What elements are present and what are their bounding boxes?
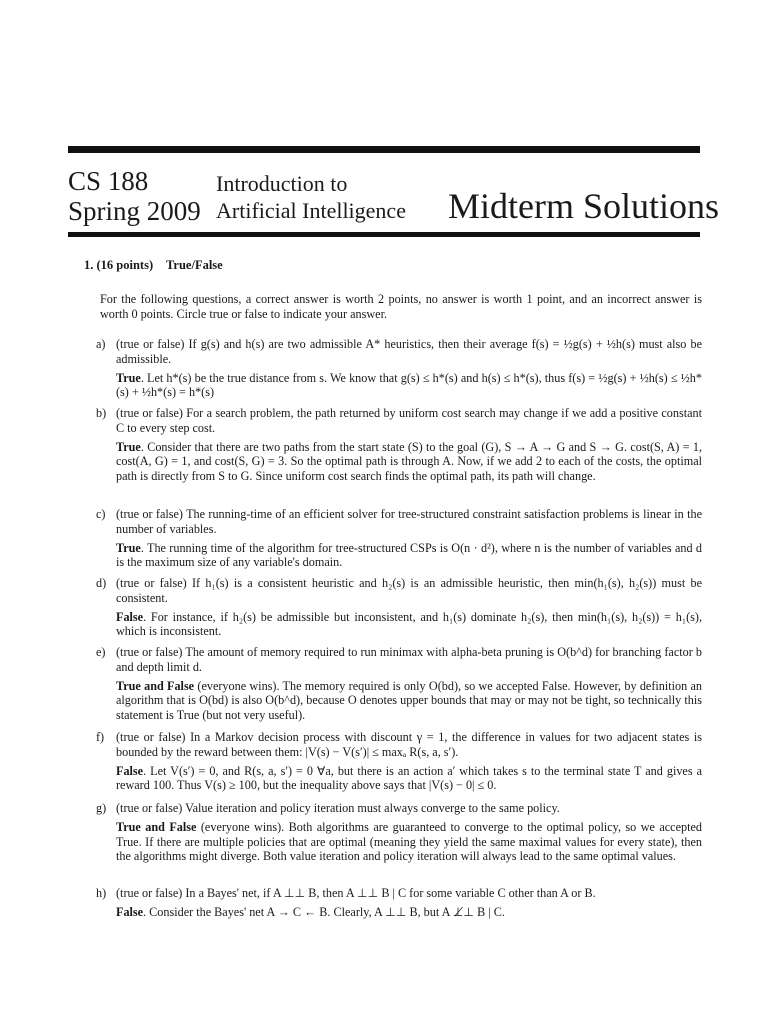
answer-explanation: . Let h*(s) be the true distance from s. We know that g(s) ≤ h*(s) and h(s) ≤ h*(s), thus f(s) = ½g(s) + ½h(s) ≤ ½h*(s) + ½h*(s) = h*(s) (116, 370, 702, 400)
item-c (96, 507, 702, 570)
answer-verdict: False (116, 904, 144, 919)
answer-explanation: . Let V(s′) = 0, and R(s, a, s′) = 0 ∀a, but there is an action a′ which takes s to the terminal state T and gives a reward 100. Thus V(s) ≥ 100, but the inequality above says that |V(s) − 0| ≤ 0. (116, 763, 702, 793)
question-points: (16 points) (96, 258, 154, 272)
item-answer (116, 610, 702, 640)
answer-verdict: True (116, 439, 141, 454)
answer-explanation: . Consider that there are two paths from the start state (S) to the goal (G), S → A → G and S → G. cost(S, A) = 1, cost(A, G) = 1, and cost(S, G) = 3. So the optimal path is through A. Now, if we add 2 to each of the costs, the optimal path is directly from S to G. Since uniform cost search finds the optimal path, its path will change. (116, 439, 702, 484)
course-info (68, 166, 201, 226)
item-label: d) (96, 576, 107, 590)
answer-explanation: . For instance, if h₂(s) be admissible but inconsistent, and h₁(s) dominate h₂(s), then min(h₁(s), h₂(s)) = h₁(s), which is inconsistent. (116, 609, 702, 639)
item-label: g) (96, 801, 107, 815)
item-question: (true or false) If h₁(s) is a consistent heuristic and h₂(s) is an admissible heuristic, then min(h₁(s), h₂(s)) must be consistent. (116, 576, 702, 605)
answer-explanation: . The running time of the algorithm for tree-structured CSPs is O(n · d²), where n is the number of variables and d is the maximum size of any variable's domain. (116, 540, 702, 570)
header-top-rule (68, 146, 700, 153)
answer-verdict: True and False (116, 819, 197, 834)
item-d (96, 576, 702, 639)
course-title-line2: Artificial Intelligence (216, 198, 406, 223)
document-title: Midterm Solutions (448, 186, 720, 226)
item-e (96, 645, 702, 723)
item-question: (true or false) The amount of memory required to run minimax with alpha-beta pruning is O(b^d) for branching factor b and depth limit d. (116, 645, 702, 674)
item-question: (true or false) If g(s) and h(s) are two admissible A* heuristics, then their average f(s) = ½g(s) + ½h(s) must also be admissible. (116, 337, 702, 366)
item-question: (true or false) The running-time of an efficient solver for tree-structured constraint satisfaction problems is linear in the number of variables. (116, 507, 702, 536)
item-question: (true or false) Value iteration and policy iteration must always converge to the same policy. (116, 801, 560, 815)
question-topic: True/False (166, 258, 223, 272)
item-label: a) (96, 337, 106, 351)
item-label: f) (96, 730, 105, 744)
item-answer (116, 764, 702, 794)
item-answer (116, 905, 702, 920)
item-answer (116, 820, 702, 864)
answer-verdict: True (116, 540, 141, 555)
item-answer (116, 541, 702, 571)
item-label: b) (96, 406, 107, 420)
item-label: c) (96, 507, 106, 521)
course-title (216, 170, 406, 224)
item-question: (true or false) In a Markov decision process with discount γ = 1, the difference in values for two adjacent states is bounded by the reward between them: |V(s) − V(s′)| ≤ maxₐ R(s, a, s′). (116, 730, 702, 759)
answer-explanation: (everyone wins). Both algorithms are guaranteed to converge to the optimal policy, so we accepted True. If there are multiple policies that are optimal (meaning they yield the same maximal values for every state), then the algorithms might diverge. Both value iteration and policy iteration will always lead to the same optimal values. (116, 819, 702, 864)
question-heading (84, 258, 223, 273)
item-label: h) (96, 886, 107, 900)
course-code: CS 188 (68, 166, 149, 196)
item-answer (116, 679, 702, 723)
header-bottom-rule (68, 232, 700, 237)
question-instructions: For the following questions, a correct answer is worth 2 points, no answer is worth 1 point, and an incorrect answer is worth 0 points. Circle true or false to indicate your answer. (100, 292, 702, 321)
item-answer (116, 440, 702, 484)
item-label: e) (96, 645, 106, 659)
item-question: (true or false) For a search problem, the path returned by uniform cost search may change if we add a positive constant C to every step cost. (116, 406, 702, 435)
item-g (96, 801, 702, 864)
answer-verdict: True and False (116, 678, 195, 693)
course-title-line1: Introduction to (216, 171, 348, 196)
answer-verdict: False (116, 763, 144, 778)
answer-explanation: (everyone wins). The memory required is only O(bd), so we accepted False. However, by definition an algorithm that is O(bd) is also O(b^d), because O denotes upper bounds that may or may not be tight, so technically this statement is True (but not very useful). (116, 678, 702, 723)
course-term: Spring 2009 (68, 196, 201, 226)
question-number: 1. (84, 258, 94, 272)
answer-verdict: False (116, 609, 144, 624)
item-h (96, 886, 702, 920)
answer-verdict: True (116, 370, 141, 385)
answer-explanation: . Consider the Bayes' net A → C ← B. Clearly, A ⊥⊥ B, but A ⊥̸⊥ B | C. (143, 904, 505, 919)
item-question: (true or false) In a Bayes' net, if A ⊥⊥ B, then A ⊥⊥ B | C for some variable C other than A or B. (116, 886, 596, 900)
item-answer (116, 371, 702, 401)
item-a (96, 337, 702, 400)
item-b (96, 406, 702, 484)
item-f (96, 730, 702, 793)
